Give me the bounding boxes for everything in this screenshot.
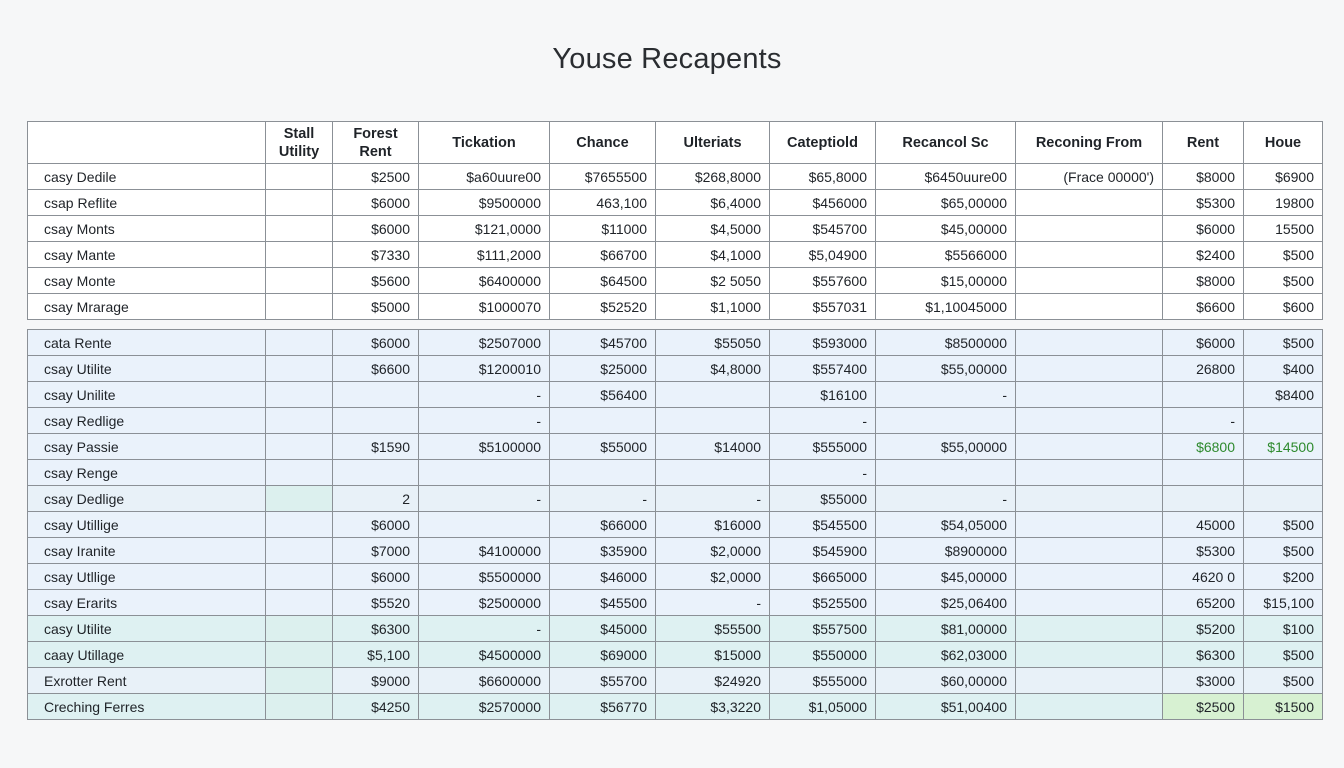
table-cell: $557400 <box>770 356 876 382</box>
table-cell: - <box>770 460 876 486</box>
table-cell <box>333 408 419 434</box>
table-cell: $525500 <box>770 590 876 616</box>
column-header-text: Rent <box>359 143 392 160</box>
table-cell: $6400000 <box>419 268 550 294</box>
column-header-text: Utility <box>278 143 320 160</box>
table-cell: $55,00000 <box>876 434 1016 460</box>
table-cell: $6,4000 <box>656 190 770 216</box>
table-cell: $a60uure00 <box>419 164 550 190</box>
table-cell: - <box>876 486 1016 512</box>
table-cell: $2507000 <box>419 330 550 356</box>
table-cell: $557600 <box>770 268 876 294</box>
table-cell: 463,100 <box>550 190 656 216</box>
table-cell: $1590 <box>333 434 419 460</box>
column-header-text: Ulteriats <box>683 134 742 151</box>
table-row <box>28 268 1323 294</box>
table-cell: $2,0000 <box>656 538 770 564</box>
table-cell <box>550 408 656 434</box>
table-cell <box>1016 382 1163 408</box>
column-header-text: Reconing From <box>1035 134 1143 151</box>
column-header-text: Chance <box>576 134 629 151</box>
table-cell: - <box>770 408 876 434</box>
table-row <box>28 694 1323 720</box>
table-cell: $4,5000 <box>656 216 770 242</box>
table-cell <box>1016 486 1163 512</box>
table-cell: $62,03000 <box>876 642 1016 668</box>
table-cell: $55050 <box>656 330 770 356</box>
table-cell: $600 <box>1244 294 1323 320</box>
table-cell: $557500 <box>770 616 876 642</box>
table-cell: $500 <box>1244 538 1323 564</box>
table-cell: $6600000 <box>419 668 550 694</box>
column-header-text: Houe <box>1264 134 1302 151</box>
table-cell: $6800 <box>1163 434 1244 460</box>
table-cell: $46000 <box>550 564 656 590</box>
table-cell: $7000 <box>333 538 419 564</box>
table-cell <box>266 408 333 434</box>
table-cell: $100 <box>1244 616 1323 642</box>
table-cell: $1,05000 <box>770 694 876 720</box>
table-cell: $500 <box>1244 330 1323 356</box>
table-cell <box>266 382 333 408</box>
row-label: cata Rente <box>28 330 266 356</box>
table-cell <box>1016 356 1163 382</box>
table-cell <box>1016 190 1163 216</box>
table-cell <box>266 564 333 590</box>
table-row <box>28 590 1323 616</box>
table-row <box>28 460 1323 486</box>
table-cell <box>266 538 333 564</box>
table-cell: $2500 <box>1163 694 1244 720</box>
table-row <box>28 408 1323 434</box>
row-label: csay Mrarage <box>28 294 266 320</box>
table-row <box>28 538 1323 564</box>
row-label: csay Utllige <box>28 564 266 590</box>
table-cell: $35900 <box>550 538 656 564</box>
table-cell: $545900 <box>770 538 876 564</box>
table-cell: $56770 <box>550 694 656 720</box>
table-cell <box>656 382 770 408</box>
table-cell: $5566000 <box>876 242 1016 268</box>
table-cell: $2,0000 <box>656 564 770 590</box>
table-cell: $14000 <box>656 434 770 460</box>
table-cell: $5,100 <box>333 642 419 668</box>
table-cell: $14500 <box>1244 434 1323 460</box>
table-cell: $8000 <box>1163 268 1244 294</box>
table-cell <box>1016 694 1163 720</box>
table-cell: $55000 <box>550 434 656 460</box>
table-row <box>28 330 1323 356</box>
column-header-text: Cateptiold <box>787 134 858 151</box>
table-cell: $555000 <box>770 668 876 694</box>
table-cell: $5,04900 <box>770 242 876 268</box>
table-cell: - <box>419 616 550 642</box>
table-cell: - <box>419 486 550 512</box>
row-label: csay Utillige <box>28 512 266 538</box>
table-cell <box>266 330 333 356</box>
table-cell <box>266 486 333 512</box>
table-cell: $111,2000 <box>419 242 550 268</box>
table-cell: $4250 <box>333 694 419 720</box>
table-cell <box>1244 408 1323 434</box>
table-row <box>28 486 1323 512</box>
table-cell: $2500000 <box>419 590 550 616</box>
table-cell <box>1016 408 1163 434</box>
row-label: csay Unilite <box>28 382 266 408</box>
table-cell: $8900000 <box>876 538 1016 564</box>
row-label: Creching Ferres <box>28 694 266 720</box>
row-label: csap Reflite <box>28 190 266 216</box>
row-label: casy Dedile <box>28 164 266 190</box>
row-label: caay Utillage <box>28 642 266 668</box>
table-cell: $665000 <box>770 564 876 590</box>
table-cell: $6300 <box>1163 642 1244 668</box>
row-label: csay Dedlige <box>28 486 266 512</box>
table-cell: $1200010 <box>419 356 550 382</box>
table-cell: $1500 <box>1244 694 1323 720</box>
table-row <box>28 190 1323 216</box>
table-cell: 45000 <box>1163 512 1244 538</box>
table-cell <box>1016 616 1163 642</box>
table-cell: $81,00000 <box>876 616 1016 642</box>
table-cell <box>266 242 333 268</box>
row-label: casy Utilite <box>28 616 266 642</box>
table-cell: $45,00000 <box>876 564 1016 590</box>
table-cell <box>1163 460 1244 486</box>
table-cell: $2400 <box>1163 242 1244 268</box>
table-cell: $25000 <box>550 356 656 382</box>
table-cell <box>1016 330 1163 356</box>
table-cell: $550000 <box>770 642 876 668</box>
table-cell: $56400 <box>550 382 656 408</box>
column-header-text: Tickation <box>452 134 516 151</box>
recap-table <box>27 121 1323 720</box>
table-cell: $15,00000 <box>876 268 1016 294</box>
table-cell: $45000 <box>550 616 656 642</box>
table-cell <box>1016 564 1163 590</box>
column-header <box>419 122 550 164</box>
table-cell: $25,06400 <box>876 590 1016 616</box>
table-cell <box>1163 382 1244 408</box>
row-label: csay Redlige <box>28 408 266 434</box>
table-cell: $5500000 <box>419 564 550 590</box>
table-cell: - <box>876 382 1016 408</box>
table-cell: $64500 <box>550 268 656 294</box>
table-cell: $268,8000 <box>656 164 770 190</box>
table-cell: $8500000 <box>876 330 1016 356</box>
column-header-text: Stall <box>283 125 315 142</box>
page-title: Youse Recapents <box>552 43 782 76</box>
table-cell: - <box>419 382 550 408</box>
table-cell <box>1016 216 1163 242</box>
column-header <box>1016 122 1163 164</box>
table-cell: $500 <box>1244 642 1323 668</box>
table-cell <box>1244 460 1323 486</box>
table-cell: $3,3220 <box>656 694 770 720</box>
table-cell: $55,00000 <box>876 356 1016 382</box>
table-cell: $593000 <box>770 330 876 356</box>
table-row <box>28 382 1323 408</box>
table-row <box>28 242 1323 268</box>
table-cell: $557031 <box>770 294 876 320</box>
table-cell: $15000 <box>656 642 770 668</box>
header-label-col <box>28 122 266 164</box>
table-cell: $65,00000 <box>876 190 1016 216</box>
table-cell: - <box>550 486 656 512</box>
table-cell: 4620 0 <box>1163 564 1244 590</box>
table-cell: $545700 <box>770 216 876 242</box>
table-cell: $6000 <box>333 330 419 356</box>
table-cell: $15,100 <box>1244 590 1323 616</box>
table-cell <box>656 408 770 434</box>
table-cell: $5000 <box>333 294 419 320</box>
table-cell: $6900 <box>1244 164 1323 190</box>
column-header-text: Rent <box>1186 134 1220 151</box>
table-cell: $5200 <box>1163 616 1244 642</box>
column-header <box>876 122 1016 164</box>
table-cell: $500 <box>1244 242 1323 268</box>
table-cell: $6000 <box>1163 216 1244 242</box>
table-cell <box>1016 538 1163 564</box>
table-cell: $6000 <box>333 564 419 590</box>
table-cell: $555000 <box>770 434 876 460</box>
table-cell <box>266 294 333 320</box>
column-header <box>550 122 656 164</box>
table-cell <box>266 642 333 668</box>
table-cell: $121,0000 <box>419 216 550 242</box>
table-cell: $55500 <box>656 616 770 642</box>
table-cell: $9000 <box>333 668 419 694</box>
table-cell: $7330 <box>333 242 419 268</box>
table-cell: $5600 <box>333 268 419 294</box>
column-header-text: Forest <box>353 125 398 142</box>
table-cell: $545500 <box>770 512 876 538</box>
table-cell: 65200 <box>1163 590 1244 616</box>
table-cell: $5300 <box>1163 190 1244 216</box>
table-cell: $500 <box>1244 668 1323 694</box>
table-body <box>28 164 1323 720</box>
table-cell <box>333 460 419 486</box>
table-cell: $6300 <box>333 616 419 642</box>
table-cell: $1,1000 <box>656 294 770 320</box>
table-cell <box>266 268 333 294</box>
table-cell: $9500000 <box>419 190 550 216</box>
table-cell: $69000 <box>550 642 656 668</box>
table-cell: $6000 <box>1163 330 1244 356</box>
header-row <box>28 122 1323 164</box>
table-cell: $8400 <box>1244 382 1323 408</box>
table-cell: $16000 <box>656 512 770 538</box>
table-cell: - <box>656 486 770 512</box>
table-cell: 2 <box>333 486 419 512</box>
table-cell <box>266 590 333 616</box>
table-cell: $51,00400 <box>876 694 1016 720</box>
row-label: csay Passie <box>28 434 266 460</box>
table-cell: $400 <box>1244 356 1323 382</box>
table-cell: $456000 <box>770 190 876 216</box>
table-cell: $2500 <box>333 164 419 190</box>
table-cell <box>266 190 333 216</box>
table-cell <box>550 460 656 486</box>
table-cell <box>419 460 550 486</box>
table-cell: $45,00000 <box>876 216 1016 242</box>
table-cell <box>1163 486 1244 512</box>
table-cell: $1000070 <box>419 294 550 320</box>
table-cell: 26800 <box>1163 356 1244 382</box>
table-row <box>28 434 1323 460</box>
column-header <box>1244 122 1323 164</box>
table-cell <box>656 460 770 486</box>
table-cell: $55000 <box>770 486 876 512</box>
column-header <box>333 122 419 164</box>
column-header-text: Recancol Sc <box>902 134 989 151</box>
table-cell: $8000 <box>1163 164 1244 190</box>
row-label: csay Monte <box>28 268 266 294</box>
table-cell <box>1016 242 1163 268</box>
table-cell: $55700 <box>550 668 656 694</box>
table-cell: (Frace 00000') <box>1016 164 1163 190</box>
dashed-divider-line <box>28 320 1323 330</box>
table-cell: $4500000 <box>419 642 550 668</box>
table-cell: 15500 <box>1244 216 1323 242</box>
table-cell: $66000 <box>550 512 656 538</box>
table-cell: $5100000 <box>419 434 550 460</box>
column-header <box>656 122 770 164</box>
table-cell: $66700 <box>550 242 656 268</box>
table-cell: $7655500 <box>550 164 656 190</box>
table-cell: $2570000 <box>419 694 550 720</box>
table-cell <box>266 512 333 538</box>
table-cell <box>266 616 333 642</box>
table-row <box>28 512 1323 538</box>
table-cell <box>266 164 333 190</box>
table-cell: $6000 <box>333 216 419 242</box>
table-cell <box>876 460 1016 486</box>
table-cell: $5300 <box>1163 538 1244 564</box>
table-cell <box>266 434 333 460</box>
table-cell: $16100 <box>770 382 876 408</box>
row-label: Exrotter Rent <box>28 668 266 694</box>
table-cell: $11000 <box>550 216 656 242</box>
table-cell <box>1016 294 1163 320</box>
table-row <box>28 616 1323 642</box>
row-label: csay Erarits <box>28 590 266 616</box>
table-row <box>28 642 1323 668</box>
table-cell: $500 <box>1244 268 1323 294</box>
row-label: csay Iranite <box>28 538 266 564</box>
table-cell: $3000 <box>1163 668 1244 694</box>
table-cell <box>266 216 333 242</box>
table-cell: $52520 <box>550 294 656 320</box>
table-cell <box>1016 590 1163 616</box>
table-row <box>28 294 1323 320</box>
table-cell: $1,10045000 <box>876 294 1016 320</box>
table-cell <box>1016 268 1163 294</box>
table-cell: $4,8000 <box>656 356 770 382</box>
table-cell <box>1244 486 1323 512</box>
table-row <box>28 564 1323 590</box>
table-cell: $6000 <box>333 190 419 216</box>
table-row <box>28 356 1323 382</box>
table-cell: $500 <box>1244 512 1323 538</box>
row-label: csay Renge <box>28 460 266 486</box>
table-cell: - <box>419 408 550 434</box>
table-cell <box>1016 512 1163 538</box>
table-cell: $24920 <box>656 668 770 694</box>
table-cell: $6000 <box>333 512 419 538</box>
row-label: csay Utilite <box>28 356 266 382</box>
table-cell: $4,1000 <box>656 242 770 268</box>
table-row <box>28 216 1323 242</box>
table-cell: $6600 <box>1163 294 1244 320</box>
table-cell: $5520 <box>333 590 419 616</box>
table-cell: $45700 <box>550 330 656 356</box>
table-cell <box>1016 460 1163 486</box>
table-cell <box>1016 642 1163 668</box>
table-cell <box>266 460 333 486</box>
table-cell: - <box>1163 408 1244 434</box>
table-cell: $6600 <box>333 356 419 382</box>
row-label: csay Mante <box>28 242 266 268</box>
table-cell: $4100000 <box>419 538 550 564</box>
recap-table-container <box>27 121 1322 720</box>
table-cell: - <box>656 590 770 616</box>
table-cell <box>266 694 333 720</box>
section-divider <box>28 320 1323 330</box>
table-cell: $60,00000 <box>876 668 1016 694</box>
table-cell <box>1016 668 1163 694</box>
column-header <box>1163 122 1244 164</box>
column-header <box>266 122 333 164</box>
table-row <box>28 668 1323 694</box>
table-cell: $54,05000 <box>876 512 1016 538</box>
table-cell: $2 5050 <box>656 268 770 294</box>
table-cell: $45500 <box>550 590 656 616</box>
table-cell: $65,8000 <box>770 164 876 190</box>
table-cell <box>266 668 333 694</box>
table-cell: 19800 <box>1244 190 1323 216</box>
table-cell: $6450uure00 <box>876 164 1016 190</box>
row-label: csay Monts <box>28 216 266 242</box>
table-cell: $200 <box>1244 564 1323 590</box>
table-cell <box>333 382 419 408</box>
table-cell <box>266 356 333 382</box>
table-cell <box>419 512 550 538</box>
table-cell <box>1016 434 1163 460</box>
table-row <box>28 164 1323 190</box>
table-cell <box>876 408 1016 434</box>
column-header <box>770 122 876 164</box>
